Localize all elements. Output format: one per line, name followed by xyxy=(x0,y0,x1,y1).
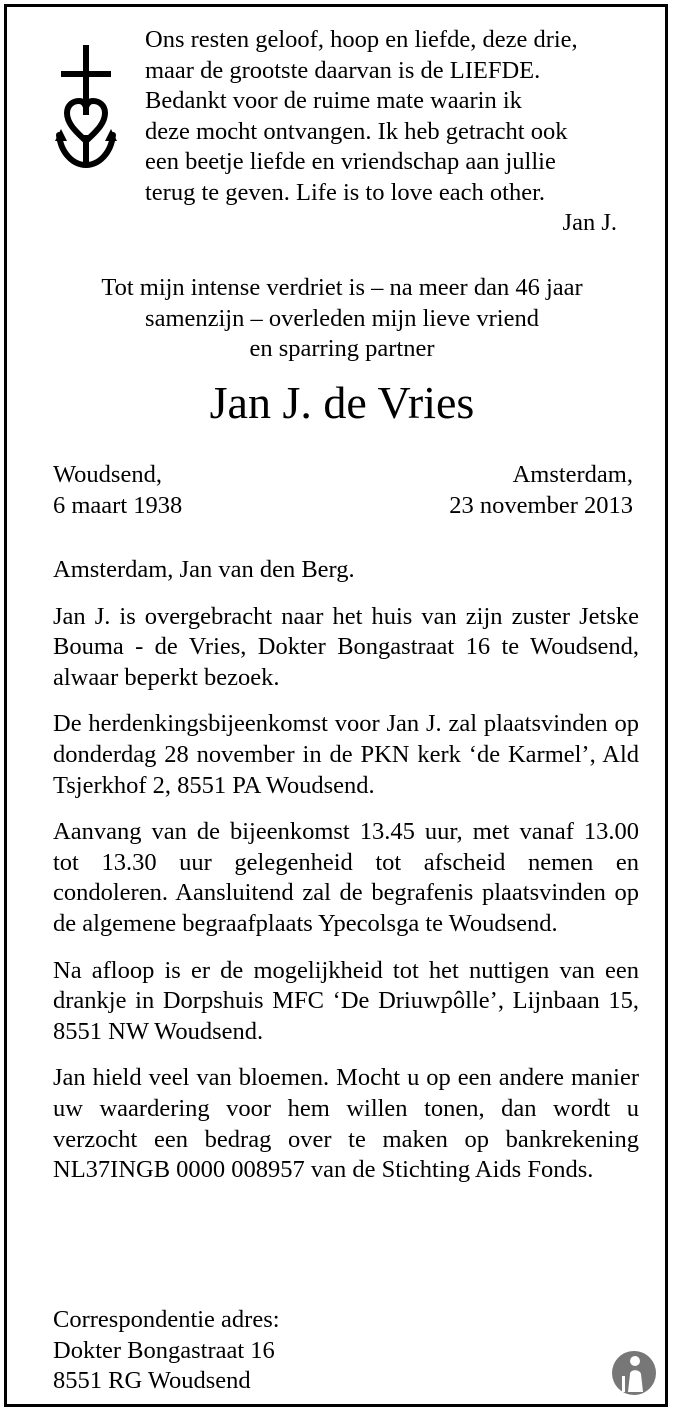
body-paragraph: Jan hield veel van bloemen. Mocht u op een andere manier uw waardering voor hem willen tonen, dan wordt u verzocht een bedrag over te maken op bankrekening NL37INGB 0000 008957 van de Stichting Aids Fonds. xyxy=(53,1064,639,1184)
body-paragraph: Amsterdam, Jan van den Berg. xyxy=(53,556,355,583)
cross-heart-anchor-icon xyxy=(55,45,117,173)
announcement-body xyxy=(53,555,639,1202)
death-info xyxy=(449,459,633,521)
birth-date: 6 maart 1938 xyxy=(53,492,183,519)
figure-circle-icon xyxy=(611,1350,657,1396)
quote-signature: Jan J. xyxy=(562,209,617,236)
death-place: Amsterdam, xyxy=(512,461,633,488)
quote-line: Ons resten geloof, hoop en liefde, deze drie, xyxy=(145,26,578,53)
body-paragraph: Aanvang van de bijeenkomst 13.45 uur, met vanaf 13.00 tot 13.30 uur gelegenheid tot afscheid nemen en condoleren. Aansluitend zal de begrafenis plaatsvinden op de algemene begraafplaats Ypecolsga te Woudsend. xyxy=(53,818,639,937)
quote-line: maar de grootste daarvan is de LIEFDE. xyxy=(145,56,541,84)
quote-line: terug te geven. Life is to love each other. xyxy=(145,178,546,206)
body-paragraph: Jan J. is overgebracht naar het huis van zijn zuster Jetske Bouma - de Vries, Dokter Bongastraat 16 te Woudsend, alwaar beperkt bezoek. xyxy=(53,602,639,691)
intro-line: Tot mijn intense verdriet is – na meer dan 46 jaar xyxy=(101,274,583,301)
announcement-intro xyxy=(47,273,637,365)
quote-line: een beetje liefde en vriendschap aan jullie xyxy=(145,148,556,175)
address-line: Dokter Bongastraat 16 xyxy=(53,1336,275,1364)
body-paragraph: De herdenkingsbijeenkomst voor Jan J. zal plaatsvinden op donderdag 28 november in de PKN kerk ‘de Karmel’, Ald Tsjerkhof 2, 8551 PA Woudsend. xyxy=(53,710,639,799)
quote-line: deze mocht ontvangen. Ik heb getracht ook xyxy=(145,117,568,145)
intro-line: en sparring partner xyxy=(249,335,435,362)
birth-place: Woudsend, xyxy=(53,461,162,488)
death-date: 23 november 2013 xyxy=(449,492,633,519)
address-line: 8551 RG Woudsend xyxy=(53,1367,251,1395)
deceased-name: Jan J. de Vries xyxy=(209,377,475,428)
quote-block xyxy=(145,25,625,239)
address-line: Correspondentie adres: xyxy=(53,1306,280,1333)
intro-line: samenzijn – overleden mijn lieve vriend xyxy=(145,304,539,332)
quote-line: Bedankt voor de ruime mate waarin ik xyxy=(145,87,522,114)
body-paragraph: Na afloop is er de mogelijkheid tot het nuttigen van een drankje in Dorpshuis MFC ‘De Driuwpôlle’, Lijnbaan 15, 8551 NW Woudsend. xyxy=(53,956,639,1045)
obituary-card xyxy=(4,4,668,1407)
birth-info xyxy=(53,459,182,521)
correspondence-address xyxy=(53,1305,280,1397)
